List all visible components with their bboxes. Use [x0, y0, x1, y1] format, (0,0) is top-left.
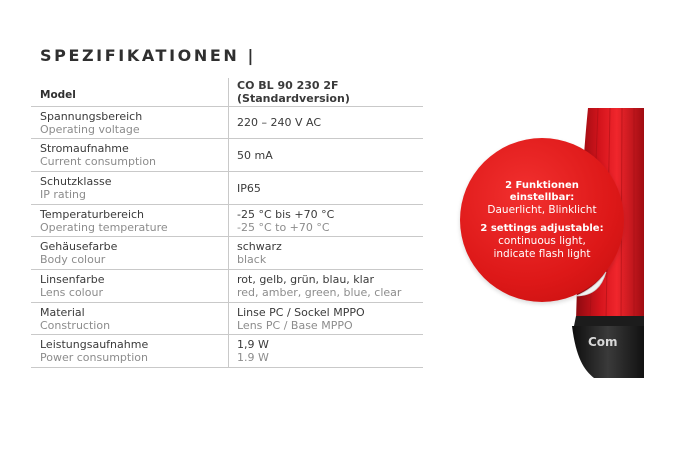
table-row — [31, 205, 423, 237]
row-label-en: Current consumption — [40, 155, 157, 168]
badge-text-de: Dauerlicht, Blinklicht — [487, 203, 597, 216]
row-value-en: -25 °C to +70 °C — [237, 220, 330, 234]
row-value-de: rot, gelb, grün, blau, klar — [237, 273, 374, 286]
row-value-en: red, amber, green, blue, clear — [237, 286, 402, 299]
table-row — [31, 303, 423, 335]
row-value-en: 1.9 W — [237, 351, 269, 364]
badge-title-en: 2 settings adjustable: — [480, 222, 604, 234]
row-value: 50 mA — [237, 148, 273, 162]
row-value-de: Linse PC / Sockel MPPO — [237, 305, 365, 319]
row-value-en: Lens PC / Base MPPO — [237, 318, 353, 332]
row-label-en: Body colour — [40, 253, 106, 266]
row-label-en: Construction — [40, 318, 111, 332]
row-label-en: Operating voltage — [40, 122, 140, 136]
model-label: Model — [40, 89, 76, 101]
badge-text-en-2: indicate flash light — [493, 247, 591, 260]
row-label-en: Power consumption — [40, 351, 148, 364]
row-label-de: Spannungsbereich — [40, 109, 143, 123]
row-value-en: black — [237, 253, 267, 266]
lamp-logo-text: Com — [588, 335, 618, 349]
row-value: 220 – 240 V AC — [237, 116, 322, 129]
row-label-de: Gehäusefarbe — [40, 240, 118, 253]
row-value-de: -25 °C bis +70 °C — [237, 207, 335, 221]
table-row — [31, 172, 423, 205]
row-label-de: Linsenfarbe — [40, 273, 105, 286]
row-value: IP65 — [237, 181, 261, 195]
table-header-row — [31, 78, 423, 107]
row-label-de: Schutzklasse — [40, 175, 112, 188]
row-label-de: Material — [40, 305, 85, 319]
table-row — [31, 139, 423, 172]
row-label-de: Leistungsaufnahme — [40, 338, 149, 351]
badge-title-de-1: 2 Funktionen — [505, 179, 579, 191]
model-version: (Standardversion) — [237, 92, 350, 105]
page-title: SPEZIFIKATIONEN | — [40, 46, 256, 65]
page-curl-decoration — [572, 270, 610, 300]
row-value-de: 1,9 W — [237, 338, 269, 351]
badge-title-de-2: einstellbar: — [509, 191, 575, 203]
row-label-en: Lens colour — [40, 286, 103, 299]
row-label-en: Operating temperature — [40, 220, 168, 234]
row-label-de: Stromaufnahme — [40, 142, 129, 155]
row-label-de: Temperaturbereich — [40, 207, 145, 221]
row-value-de: schwarz — [237, 240, 282, 253]
table-row — [31, 107, 423, 139]
badge-text-en-1: continuous light, — [498, 234, 586, 247]
row-label-en: IP rating — [40, 188, 86, 201]
table-row — [31, 335, 423, 368]
specifications-table — [31, 78, 423, 368]
model-value: CO BL 90 230 2F — [237, 79, 339, 92]
table-row — [31, 237, 423, 270]
table-row — [31, 270, 423, 303]
